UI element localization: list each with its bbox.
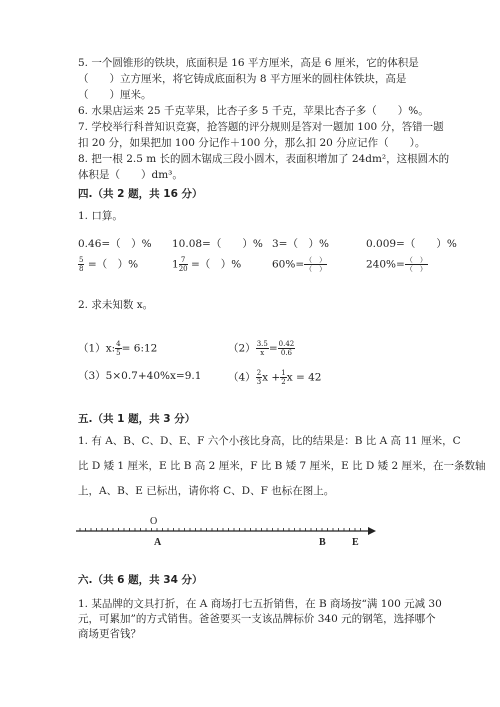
section-6-q1-line-1: 1. 某品牌的文具打折，在 A 商场打七五折销售，在 B 商场按“满 100 元减 30 — [78, 598, 442, 610]
problem-5-line-3: （ ）厘米。 — [78, 89, 152, 101]
calc-row2-c: 60%= $\frac{( )}{( )}$ — [272, 256, 327, 273]
number-line — [72, 520, 382, 550]
equation-1: （1）x: $\frac{4}{5}$ = 6:12 — [78, 340, 158, 357]
fraction-3.5-x: $\frac{3.5}{x}$ — [256, 340, 268, 357]
section-4-q1-title: 1. 口算。 — [78, 210, 123, 222]
section-5-q1-line-2: 比 D 矮 1 厘米，E 比 B 高 2 厘米，F 比 B 矮 7 厘米，E 比 D 矮 2 厘米，在一条数轴 — [78, 460, 486, 472]
section-4-heading: 四.（共 2 题，共 16 分） — [78, 188, 203, 200]
calc-row1-a: 0.46=（ ）% — [78, 238, 152, 250]
section-6-q1-line-2: 元，可累加”的方式销售。爸爸要买一支该品牌标价 340 元的钢笔，选择哪个 — [78, 613, 436, 625]
problem-7-line-1: 7. 学校举行科普知识竞赛，抢答题的评分规则是答对一题加 100 分，答错一题 — [78, 121, 444, 133]
fraction-4-5: $\frac{4}{5}$ — [116, 340, 121, 357]
calc-row2-b: 1 $\frac{7}{20}$ =（ ）% — [172, 256, 242, 273]
fraction-5-8: $\frac{5}{8}$ — [79, 256, 84, 273]
arrow-right-icon — [368, 527, 376, 535]
section-5-heading: 五.（共 1 题，共 3 分） — [78, 413, 196, 425]
axis-label-a: A — [154, 537, 162, 548]
problem-8-line-2: 体积是（ ）dm³。 — [78, 169, 183, 181]
axis-origin-label: O — [150, 516, 158, 527]
fraction-7-20: $\frac{7}{20}$ — [178, 256, 188, 273]
section-5-q1-line-1: 1. 有 A、B、C、D、E、F 六个小孩比身高，比的结果是：B 比 A 高 11 厘米，C — [78, 435, 461, 447]
calc-row1-d: 0.009=（ ）% — [366, 238, 457, 250]
problem-5-line-2: （ ）立方厘米，将它铸成底面积为 8 平方厘米的圆柱体铁块，高是 — [78, 73, 407, 85]
calc-row2-a: $\frac{5}{8}$ =（ ）% — [79, 256, 139, 273]
equation-4: （4） $\frac{2}{3}$ x + $\frac{1}{2}$ x = 42 — [228, 369, 322, 386]
problem-5-line-1: 5. 一个圆锥形的铁块，底面积是 16 平方厘米，高是 6 厘米，它的体积是 — [78, 57, 419, 69]
section-5-q1-line-3: 上，A、B、E 已标出，请你将 C、D、F 也标在图上。 — [78, 485, 335, 497]
calc-row1-c: 3=（ ）% — [272, 238, 329, 250]
problem-8-line-1: 8. 把一根 2.5 m 长的圆木锯成三段小圆木，表面积增加了 24dm²，这根圆木的 — [78, 153, 450, 165]
section-6-heading: 六.（共 6 题，共 34 分） — [78, 574, 203, 586]
equation-3: （3）5×0.7+40%x=9.1 — [78, 370, 202, 382]
axis-label-e: E — [352, 537, 359, 548]
equation-2: （2） $\frac{3.5}{x}$ = $\frac{0.42}{0.6}$ — [228, 340, 295, 357]
problem-6: 6. 水果店运来 25 千克苹果，比杏子多 5 千克，苹果比杏子多（ ）%。 — [78, 105, 429, 117]
calc-row1-b: 10.08=（ ）% — [172, 238, 263, 250]
axis-label-b: B — [319, 537, 326, 548]
section-6-q1-line-3: 商场更省钱？ — [78, 628, 141, 640]
calc-row2-d: 240%= $\frac{( )}{( )}$ — [366, 256, 427, 273]
fraction-1-2: $\frac{1}{2}$ — [281, 369, 286, 386]
fraction-blank: $\frac{( )}{( )}$ — [405, 256, 427, 273]
section-4-q2-title: 2. 求未知数 x。 — [78, 299, 154, 311]
problem-7-line-2: 扣 20 分，如果把加 100 分记作＋100 分，那么扣 20 分应记作（ ）。 — [78, 137, 426, 149]
fraction-blank: $\frac{( )}{( )}$ — [305, 256, 327, 273]
fraction-0.42-0.6: $\frac{0.42}{0.6}$ — [278, 340, 295, 357]
fraction-2-3: $\frac{2}{3}$ — [256, 369, 262, 386]
